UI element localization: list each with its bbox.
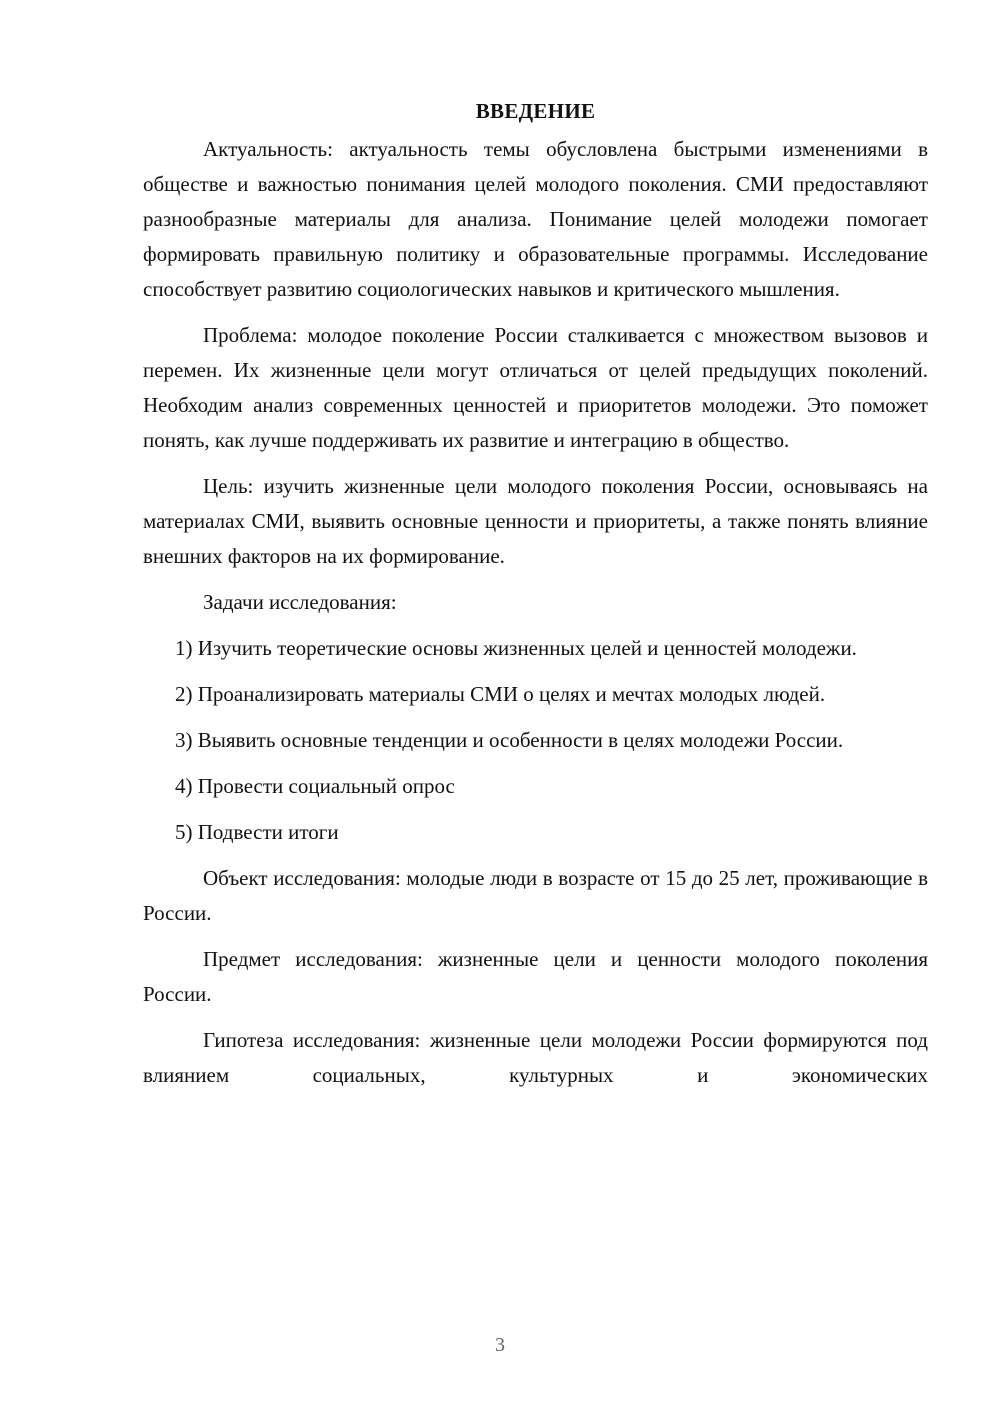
document-page	[143, 96, 928, 1104]
paragraph-hypothesis: Гипотеза исследования: жизненные цели молодежи России формируются под влиянием социальных, культурных и экономических	[143, 1028, 928, 1087]
section-heading: ВВЕДЕНИЕ	[475, 99, 596, 123]
tasks-label: Задачи исследования:	[203, 590, 397, 614]
task-item-2: 2) Проанализировать материалы СМИ о целях и мечтах молодых людей.	[175, 682, 826, 706]
task-item-1: 1) Изучить теоретические основы жизненных целей и ценностей молодежи.	[175, 636, 857, 660]
paragraph-object: Объект исследования: молодые люди в возрасте от 15 до 25 лет, проживающие в России.	[143, 866, 928, 925]
paragraph-problem: Проблема: молодое поколение России сталкивается с множеством вызовов и перемен. Их жизненные цели могут отличаться от целей предыдущих поколений. Необходим анализ современных ценностей и приоритетов молодежи. Это поможет понять, как лучше поддерживать их развитие и интеграцию в общество.	[143, 323, 928, 452]
task-item-4: 4) Провести социальный опрос	[175, 774, 455, 798]
paragraph-relevance: Актуальность: актуальность темы обусловлена быстрыми изменениями в обществе и важностью понимания целей молодого поколения. СМИ предоставляют разнообразные материалы для анализа. Понимание целей молодежи помогает формировать правильную политику и образовательные программы. Исследование способствует развитию социологических навыков и критического мышления.	[143, 137, 928, 301]
task-item-3: 3) Выявить основные тенденции и особенности в целях молодежи России.	[175, 728, 844, 752]
paragraph-subject: Предмет исследования: жизненные цели и ценности молодого поколения России.	[143, 947, 928, 1006]
paragraph-goal: Цель: изучить жизненные цели молодого поколения России, основываясь на материалах СМИ, выявить основные ценности и приоритеты, а также понять влияние внешних факторов на их формирование.	[143, 474, 928, 568]
task-item-5: 5) Подвести итоги	[175, 820, 339, 844]
page-number: 3	[495, 1334, 505, 1356]
